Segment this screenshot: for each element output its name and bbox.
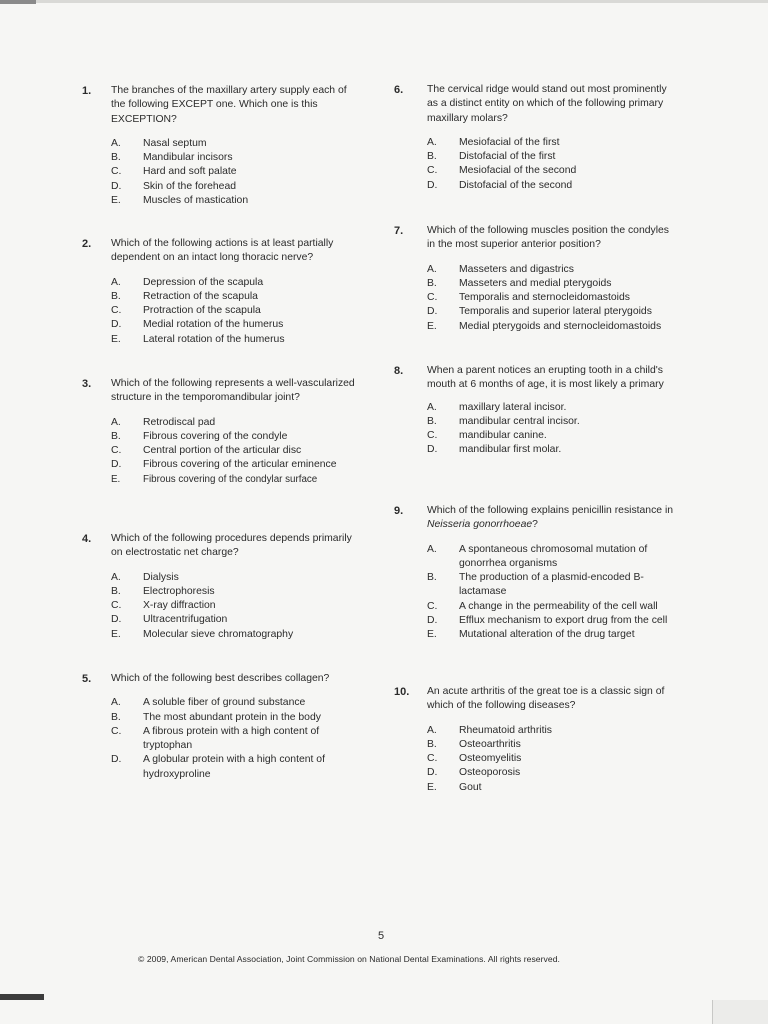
answer-option[interactable]: B. Distofacial of the first [427, 151, 556, 163]
answer-option[interactable]: E. Lateral rotation of the humerus [111, 333, 285, 345]
scan-corner-mark [0, 0, 36, 4]
answer-option[interactable]: A. Depression of the scapula [111, 276, 264, 288]
question-number: 6. [394, 84, 404, 96]
question-stem: When a parent notices an erupting tooth in a child's mouth at 6 months of age, it is most likely a primary [427, 365, 664, 391]
answer-option[interactable]: B. Electrophoresis [111, 585, 215, 597]
question-number: 2. [82, 238, 92, 250]
answer-option[interactable]: D. Skin of the forehead [111, 180, 237, 192]
answer-option[interactable]: C. Central portion of the articular disc [111, 445, 302, 457]
answer-option[interactable]: E. Molecular sieve chromatography [111, 628, 294, 640]
answer-option[interactable]: C. Mesiofacial of the second [427, 165, 577, 177]
answer-option[interactable]: D. Ultracentrifugation [111, 614, 228, 626]
answer-option[interactable]: C. A change in the permeability of the cell wall [427, 600, 658, 612]
question-stem: Which of the following procedures depends primarily on electrostatic net charge? [111, 533, 352, 559]
question-stem: An acute arthritis of the great toe is a classic sign of which of the following diseases? [427, 686, 665, 712]
answer-option[interactable]: A. maxillary lateral incisor. [427, 401, 567, 413]
answer-option[interactable]: E. Muscles of mastication [111, 195, 249, 207]
question-9 [394, 504, 689, 643]
answer-option[interactable]: A. A spontaneous chromosomal mutation of gonorrhea organisms [427, 543, 648, 569]
answer-option[interactable]: E. Mutational alteration of the drug target [427, 629, 635, 641]
answer-option[interactable]: D. Temporalis and superior lateral pterygoids [427, 306, 652, 318]
answer-option[interactable]: C. A fibrous protein with a high content of tryptophan [111, 725, 320, 752]
option-list [111, 696, 367, 782]
answer-option[interactable]: A. Masseters and digastrics [427, 263, 574, 275]
question-number: 8. [394, 365, 404, 377]
question-stem: Which of the following represents a well-vascularized structure in the temporomandibular joint? [111, 378, 355, 404]
question-number: 5. [82, 673, 92, 685]
answer-option[interactable]: B. Fibrous covering of the condyle [111, 430, 288, 442]
answer-option[interactable]: B. The most abundant protein in the body [111, 711, 321, 723]
answer-option[interactable]: E. Fibrous covering of the condylar surface [111, 473, 318, 485]
answer-option[interactable]: B. Retraction of the scapula [111, 290, 258, 302]
option-list [111, 416, 367, 487]
question-6 [394, 83, 683, 193]
answer-option[interactable]: C. X-ray diffraction [111, 600, 216, 612]
question-1 [82, 84, 367, 208]
answer-option[interactable]: C. Protraction of the scapula [111, 305, 261, 317]
question-stem: Which of the following muscles position the condyles in the most superior anterior position? [427, 225, 669, 251]
answer-option[interactable]: A. Retrodiscal pad [111, 416, 216, 428]
answer-option[interactable]: B. Osteoarthritis [427, 738, 521, 750]
question-8 [394, 364, 683, 458]
copyright-footer: © 2009, American Dental Association, Joint Commission on National Dental Examinations. All rights reserved. [138, 954, 560, 964]
option-list [427, 543, 689, 643]
question-10 [394, 685, 683, 795]
question-stem: Which of the following best describes collagen? [111, 673, 330, 684]
question-3 [82, 377, 367, 487]
scan-corner-mark [712, 1000, 768, 1024]
answer-option[interactable]: C. mandibular canine. [427, 430, 547, 442]
question-2 [82, 237, 367, 347]
answer-option[interactable]: D. Fibrous covering of the articular eminence [111, 459, 337, 471]
answer-option[interactable]: A. Nasal septum [111, 137, 207, 149]
scan-top-edge [0, 0, 768, 3]
question-5 [82, 672, 367, 782]
answer-option[interactable]: C. Osteomyelitis [427, 753, 522, 765]
question-stem: The branches of the maxillary artery supply each of the following EXCEPT one. Which one is this EXCEPTION? [111, 85, 347, 125]
answer-option[interactable]: A. Dialysis [111, 571, 179, 583]
option-list [427, 724, 683, 795]
answer-option[interactable]: B. Mandibular incisors [111, 152, 233, 164]
question-4 [82, 532, 367, 642]
answer-option[interactable]: B. mandibular central incisor. [427, 415, 580, 427]
question-7 [394, 224, 683, 334]
answer-option[interactable]: A. Mesiofacial of the first [427, 136, 560, 148]
question-stem: The cervical ridge would stand out most prominently as a distinct entity on which of the following primary maxillary molars? [427, 84, 667, 124]
answer-option[interactable]: B. Masseters and medial pterygoids [427, 277, 612, 289]
option-list [111, 137, 367, 208]
answer-option[interactable]: E. Gout [427, 781, 482, 793]
answer-option[interactable]: D. Medial rotation of the humerus [111, 319, 284, 331]
answer-option[interactable]: D. A globular protein with a high content of hydroxyproline [111, 754, 325, 780]
answer-option[interactable]: B. The production of a plasmid-encoded B-lactamase [427, 572, 644, 598]
question-number: 4. [82, 533, 92, 545]
answer-option[interactable]: E. Medial pterygoids and sternocleidomastoids [427, 320, 662, 332]
answer-option[interactable]: C. Temporalis and sternocleidomastoids [427, 292, 630, 304]
answer-option[interactable]: D. Osteoporosis [427, 767, 521, 779]
question-number: 1. [82, 85, 92, 97]
scan-corner-mark [0, 994, 44, 1000]
answer-option[interactable]: D. mandibular first molar. [427, 444, 562, 456]
page-number: 5 [378, 930, 385, 942]
question-stem: Which of the following explains penicillin resistance in Neisseria gonorrhoeae? [427, 505, 674, 531]
answer-option[interactable]: A. Rheumatoid arthritis [427, 724, 552, 736]
question-number: 7. [394, 225, 404, 237]
question-number: 10. [394, 686, 410, 698]
question-number: 9. [394, 505, 404, 517]
answer-option[interactable]: D. Distofacial of the second [427, 179, 573, 191]
option-list [427, 136, 683, 193]
answer-option[interactable]: C. Hard and soft palate [111, 166, 237, 178]
answer-option[interactable]: D. Efflux mechanism to export drug from the cell [427, 615, 668, 627]
option-list [111, 571, 367, 642]
question-stem: Which of the following actions is at least partially dependent on an intact long thoracic nerve? [111, 238, 334, 264]
option-list [427, 263, 683, 334]
question-number: 3. [82, 378, 92, 390]
option-list [427, 401, 683, 458]
answer-option[interactable]: A. A soluble fiber of ground substance [111, 697, 306, 709]
option-list [111, 276, 367, 347]
